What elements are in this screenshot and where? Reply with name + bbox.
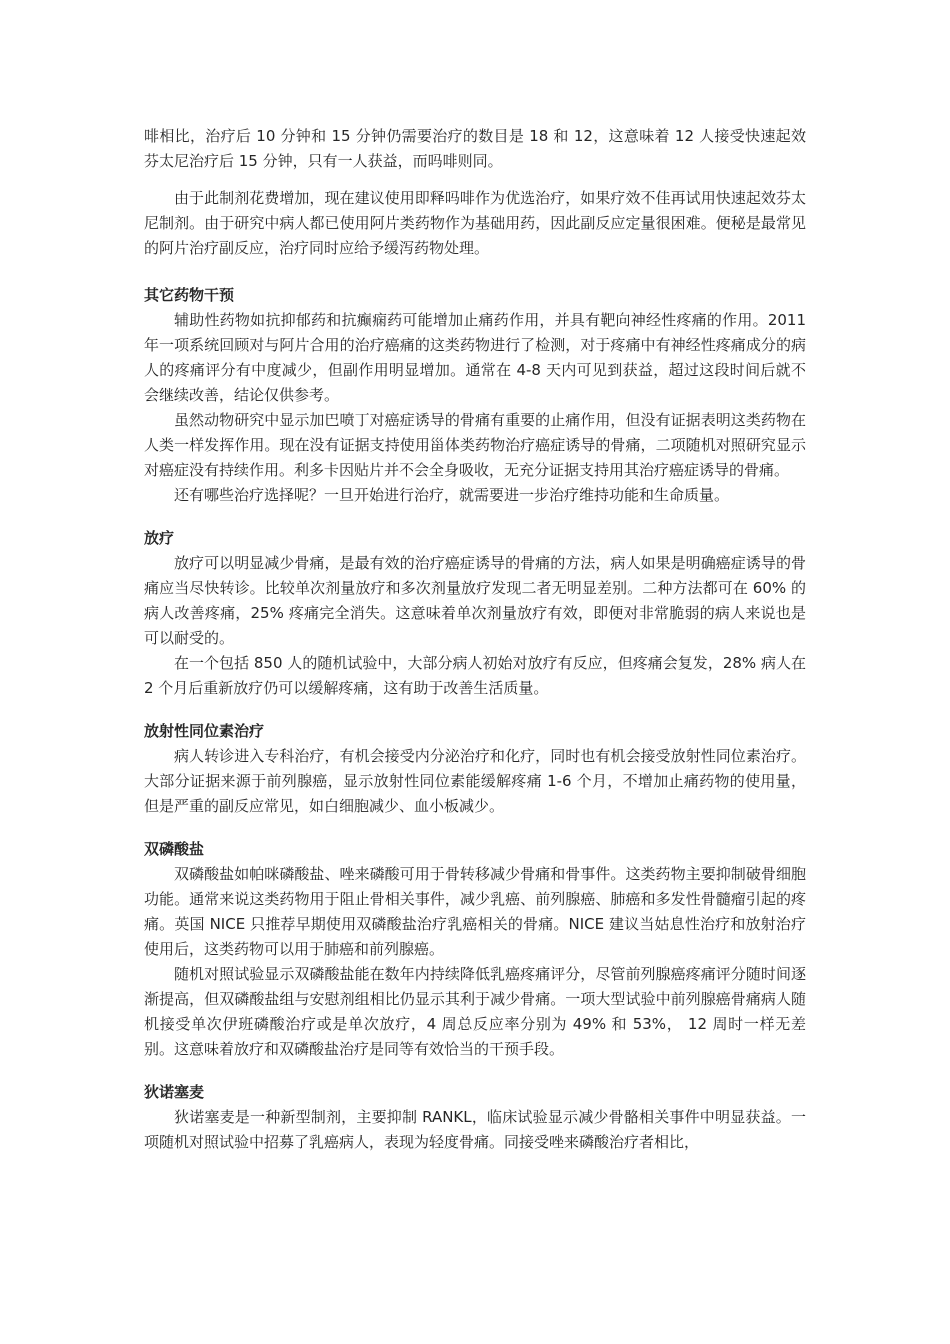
section-paragraph: 病人转诊进入专科治疗，有机会接受内分泌治疗和化疗，同时也有机会接受放射性同位素治疗。大部分证据来源于前列腺癌，显示放射性同位素能缓解疼痛 1-6 个月，不增加止痛药物的使用量，但是严重的副反应常见，如白细胞减少、血小板减少。: [144, 747, 806, 815]
section-paragraph: 双磷酸盐如帕咪磷酸盐、唑来磷酸可用于骨转移减少骨痛和骨事件。这类药物主要抑制破骨细胞功能。通常来说这类药物用于阻止骨相关事件，减少乳癌、前列腺癌、肺癌和多发性骨髓瘤引起的疼痛。英国 NICE 只推荐早期使用双磷酸盐治疗乳癌相关的骨痛。NICE 建议当姑息性治疗和放射治疗使用后，这类药物可以用于肺癌和前列腺癌。: [144, 865, 806, 958]
section-heading: 狄诺塞麦: [144, 1083, 205, 1101]
document-page: [144, 124, 806, 1155]
section-other-drugs: [144, 283, 806, 508]
section-radiotherapy: [144, 526, 806, 701]
section-denosumab: [144, 1080, 806, 1155]
section-paragraph: 虽然动物研究中显示加巴喷丁对癌症诱导的骨痛有重要的止痛作用，但没有证据表明这类药物在人类一样发挥作用。现在没有证据支持使用甾体类药物治疗癌症诱导的骨痛，二项随机对照研究显示对癌症没有持续作用。利多卡因贴片并不会全身吸收，无充分证据支持用其治疗癌症诱导的骨痛。: [144, 411, 806, 479]
intro-paragraph-1: 啡相比，治疗后 10 分钟和 15 分钟仍需要治疗的数目是 18 和 12，这意味着 12 人接受快速起效芬太尼治疗后 15 分钟，只有一人获益，而吗啡则同。: [144, 127, 806, 170]
section-bisphosphonates: [144, 837, 806, 1062]
section-heading: 放射性同位素治疗: [144, 722, 265, 740]
section-paragraph: 放疗可以明显减少骨痛，是最有效的治疗癌症诱导的骨痛的方法，病人如果是明确癌症诱导的骨痛应当尽快转诊。比较单次剂量放疗和多次剂量放疗发现二者无明显差别。二种方法都可在 60% 的病人改善疼痛，25% 疼痛完全消失。这意味着单次剂量放疗有效，即便对非常脆弱的病人来说也是可以耐受的。: [144, 554, 806, 647]
section-heading: 其它药物干预: [144, 286, 235, 304]
section-paragraph: 辅助性药物如抗抑郁药和抗癫痫药可能增加止痛药作用，并具有靶向神经性疼痛的作用。2011 年一项系统回顾对与阿片合用的治疗癌痛的这类药物进行了检测，对于疼痛中有神经性疼痛成分的病人的疼痛评分有中度减少，但副作用明显增加。通常在 4-8 天内可见到获益，超过这段时间后就不会继续改善，结论仅供参考。: [144, 311, 806, 404]
section-heading: 双磷酸盐: [144, 840, 205, 858]
section-paragraph: 还有哪些治疗选择呢？一旦开始进行治疗，就需要进一步治疗维持功能和生命质量。: [174, 486, 730, 504]
section-paragraph: 狄诺塞麦是一种新型制剂，主要抑制 RANKL，临床试验显示减少骨骼相关事件中明显获益。一项随机对照试验中招募了乳癌病人，表现为轻度骨痛。同接受唑来磷酸治疗者相比，: [144, 1108, 806, 1151]
section-radioisotope: [144, 719, 806, 819]
section-paragraph: 随机对照试验显示双磷酸盐能在数年内持续降低乳癌疼痛评分，尽管前列腺癌疼痛评分随时间逐渐提高，但双磷酸盐组与安慰剂组相比仍显示其利于减少骨痛。一项大型试验中前列腺癌骨痛病人随机接受单次伊班磷酸治疗或是单次放疗，4 周总反应率分别为 49% 和 53%， 12 周时一样无差别。这意味着放疗和双磷酸盐治疗是同等有效恰当的干预手段。: [144, 965, 806, 1058]
intro-paragraph-2: 由于此制剂花费增加，现在建议使用即释吗啡作为优选治疗，如果疗效不佳再试用快速起效芬太尼制剂。由于研究中病人都已使用阿片类药物作为基础用药，因此副反应定量很困难。便秘是最常见的阿片治疗副反应，治疗同时应给予缓泻药物处理。: [144, 189, 806, 257]
section-heading: 放疗: [144, 529, 175, 547]
section-paragraph: 在一个包括 850 人的随机试验中，大部分病人初始对放疗有反应，但疼痛会复发，28% 病人在 2 个月后重新放疗仍可以缓解疼痛，这有助于改善生活质量。: [144, 654, 806, 697]
